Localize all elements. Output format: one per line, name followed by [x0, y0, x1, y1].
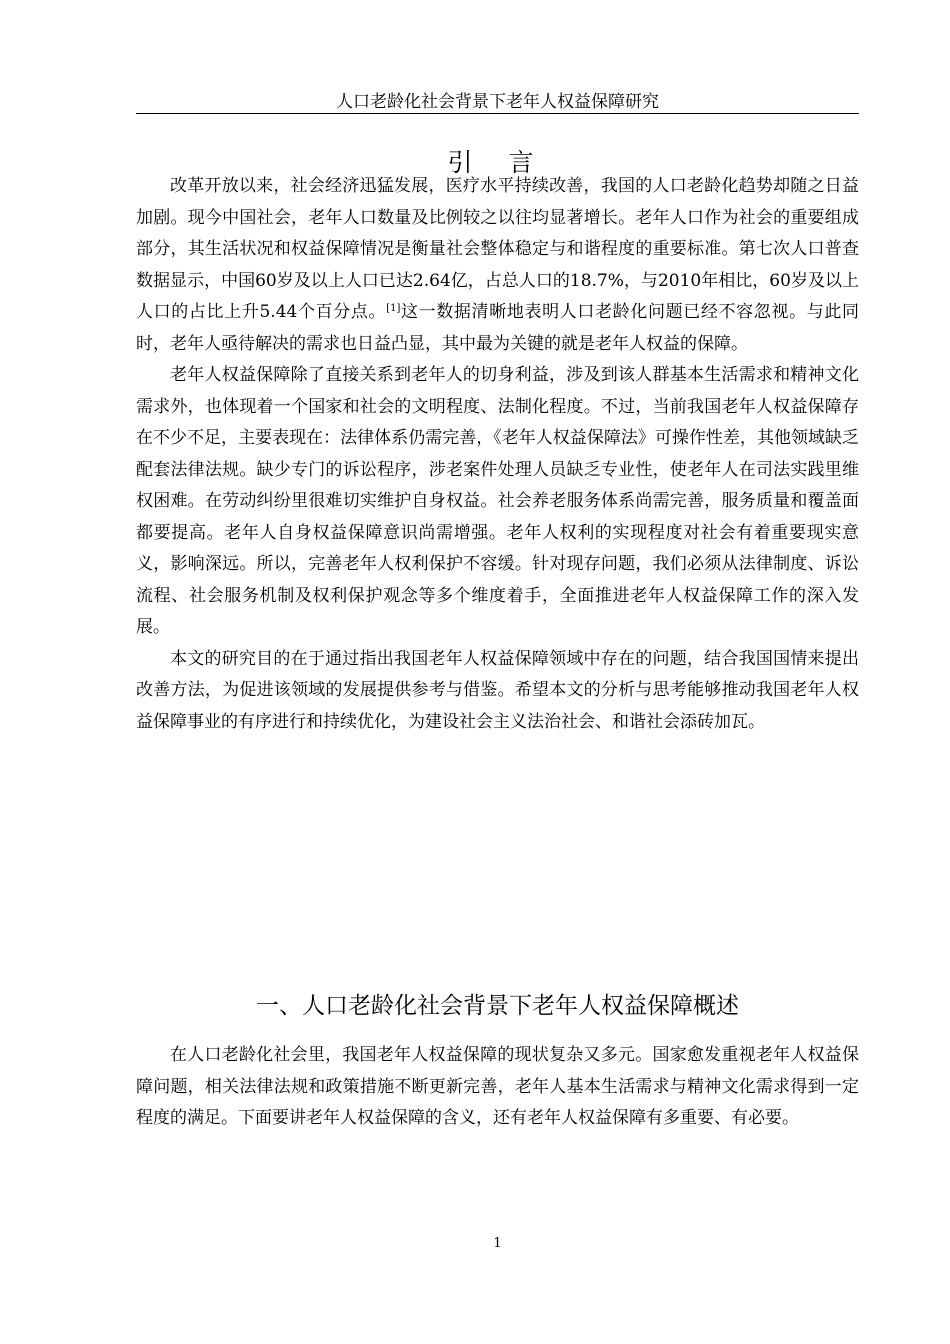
paragraph-1-text-continued: 这一数据清晰地表明人口老龄化问题已经不容忽视。与此同时，老年人亟待解决的需求也日益凸显，其中最为关键的就是老年人权益的保障。 [136, 302, 860, 354]
introduction-body [136, 171, 859, 738]
paragraph-1-text: 改革开放以来，社会经济迅猛发展，医疗水平持续改善，我国的人口老龄化趋势却随之日益加剧。现今中国社会，老年人口数量及比例较之以往均显著增长。老年人口作为社会的重要组成部分，其生活状况和权益保障情况是衡量社会整体稳定与和谐程度的重要标准。第七次人口普查数据显示，中国60岁及以上人口已达2.64亿，占总人口的18.7%，与2010年相比，60岁及以上人口的占比上升5.44个百分点。 [136, 176, 859, 322]
citation-ref-1: [1] [386, 303, 401, 314]
page-number: 1 [493, 1236, 502, 1251]
chapter-1-title: 一、人口老龄化社会背景下老年人权益保障概述 [256, 993, 739, 1019]
header-rule [136, 113, 859, 114]
introduction-title: 引 言 [447, 148, 548, 177]
running-header-title: 人口老龄化社会背景下老年人权益保障研究 [336, 92, 659, 112]
chapter-1-body [136, 1040, 859, 1135]
introduction-paragraph-2: 老年人权益保障除了直接关系到老年人的切身利益，涉及到该人群基本生活需求和精神文化需求外，也体现着一个国家和社会的文明程度、法制化程度。不过，当前我国老年人权益保障存在不少不足，主要表现在：法律体系仍需完善，《老年人权益保障法》可操作性差，其他领域缺乏配套法律法规。缺少专门的诉讼程序，涉老案件处理人员缺乏专业性，使老年人在司法实践里维权困难。在劳动纠纷里很难切实维护自身权益。社会养老服务体系尚需完善，服务质量和覆盖面都要提高。老年人自身权益保障意识尚需增强。老年人权利的实现程度对社会有着重要现实意义，影响深远。所以，完善老年人权利保护不容缓。针对现存问题，我们必须从法律制度、诉讼流程、社会服务机制及权利保护观念等多个维度着手，全面推进老年人权益保障工作的深入发展。 [136, 365, 859, 637]
introduction-paragraph-1 [136, 171, 859, 360]
chapter-1-paragraph-1: 在人口老龄化社会里，我国老年人权益保障的现状复杂又多元。国家愈发重视老年人权益保障问题，相关法律法规和政策措施不断更新完善，老年人基本生活需求与精神文化需求得到一定程度的满足。下面要讲老年人权益保障的含义，还有老年人权益保障有多重要、有必要。 [136, 1045, 859, 1128]
introduction-paragraph-3: 本文的研究目的在于通过指出我国老年人权益保障领域中存在的问题，结合我国国情来提出改善方法，为促进该领域的发展提供参考与借鉴。希望本文的分析与思考能够推动我国老年人权益保障事业的有序进行和持续优化，为建设社会主义法治社会、和谐社会添砖加瓦。 [136, 648, 859, 732]
